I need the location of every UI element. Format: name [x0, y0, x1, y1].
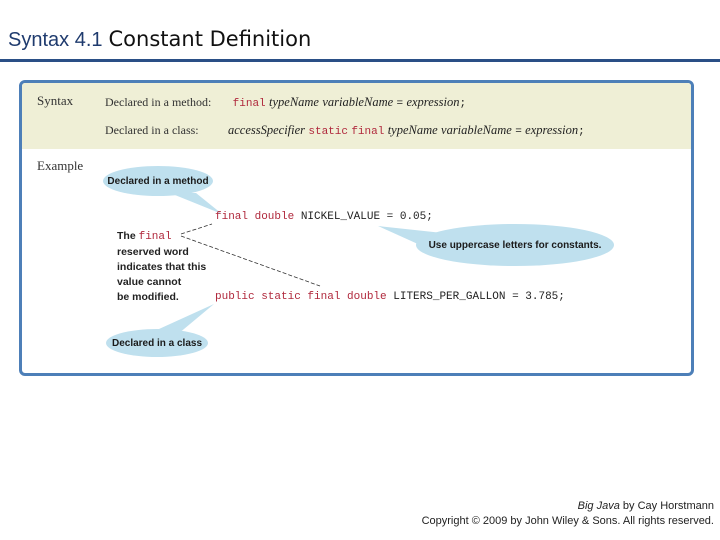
code2-keywords: public static final double: [215, 291, 387, 303]
footer-copyright: Copyright © 2009 by John Wiley & Sons. All rights reserved.: [421, 515, 714, 527]
note-line3: indicates that this: [117, 261, 207, 273]
note-line1-kw: final: [138, 231, 172, 243]
note-line4: value cannot: [117, 276, 182, 288]
title-text: Constant Definition: [108, 27, 312, 51]
code-line-liters: [215, 291, 565, 303]
method-eq: =: [396, 98, 404, 110]
final-note: [117, 229, 206, 305]
code-line-nickel: [215, 211, 433, 223]
code2-rest: LITERS_PER_GALLON = 3.785;: [393, 291, 565, 303]
footer-author: by Cay Horstmann: [622, 500, 714, 512]
class-expression: expression: [525, 123, 579, 137]
class-kw-static: static: [308, 126, 348, 138]
footer-credit: [422, 499, 714, 529]
note-line1-pre: The: [117, 230, 136, 242]
method-expression: expression: [406, 95, 460, 109]
class-row-desc: Declared in a class:: [105, 123, 199, 137]
code1-rest: NICKEL_VALUE = 0.05;: [300, 211, 433, 223]
method-var-name: variableName: [322, 95, 394, 109]
title-prefix: Syntax 4.1: [8, 29, 103, 51]
class-access: accessSpecifier: [227, 123, 306, 137]
method-semi: ;: [459, 98, 467, 110]
class-semi: ;: [578, 126, 585, 138]
class-eq: =: [515, 126, 522, 138]
footer-book: Big Java: [577, 500, 620, 512]
example-label: Example: [37, 158, 84, 173]
method-row-desc: Declared in a method:: [105, 95, 212, 109]
note-line5: be modified.: [117, 291, 179, 303]
method-kw-final: final: [232, 98, 266, 110]
method-type-name: typeName: [269, 95, 319, 109]
class-kw-final: final: [351, 126, 385, 138]
class-var-name: variableName: [441, 123, 512, 137]
callout-class: Declared in a class: [106, 329, 208, 357]
callout-method: Declared in a method: [103, 166, 213, 196]
note-line2: reserved word: [117, 246, 189, 258]
syntax-label: Syntax: [37, 93, 74, 108]
callout-uppercase: Use uppercase letters for constants.: [416, 224, 614, 266]
code1-keywords: final double: [215, 211, 295, 223]
class-type-name: typeName: [387, 123, 438, 137]
